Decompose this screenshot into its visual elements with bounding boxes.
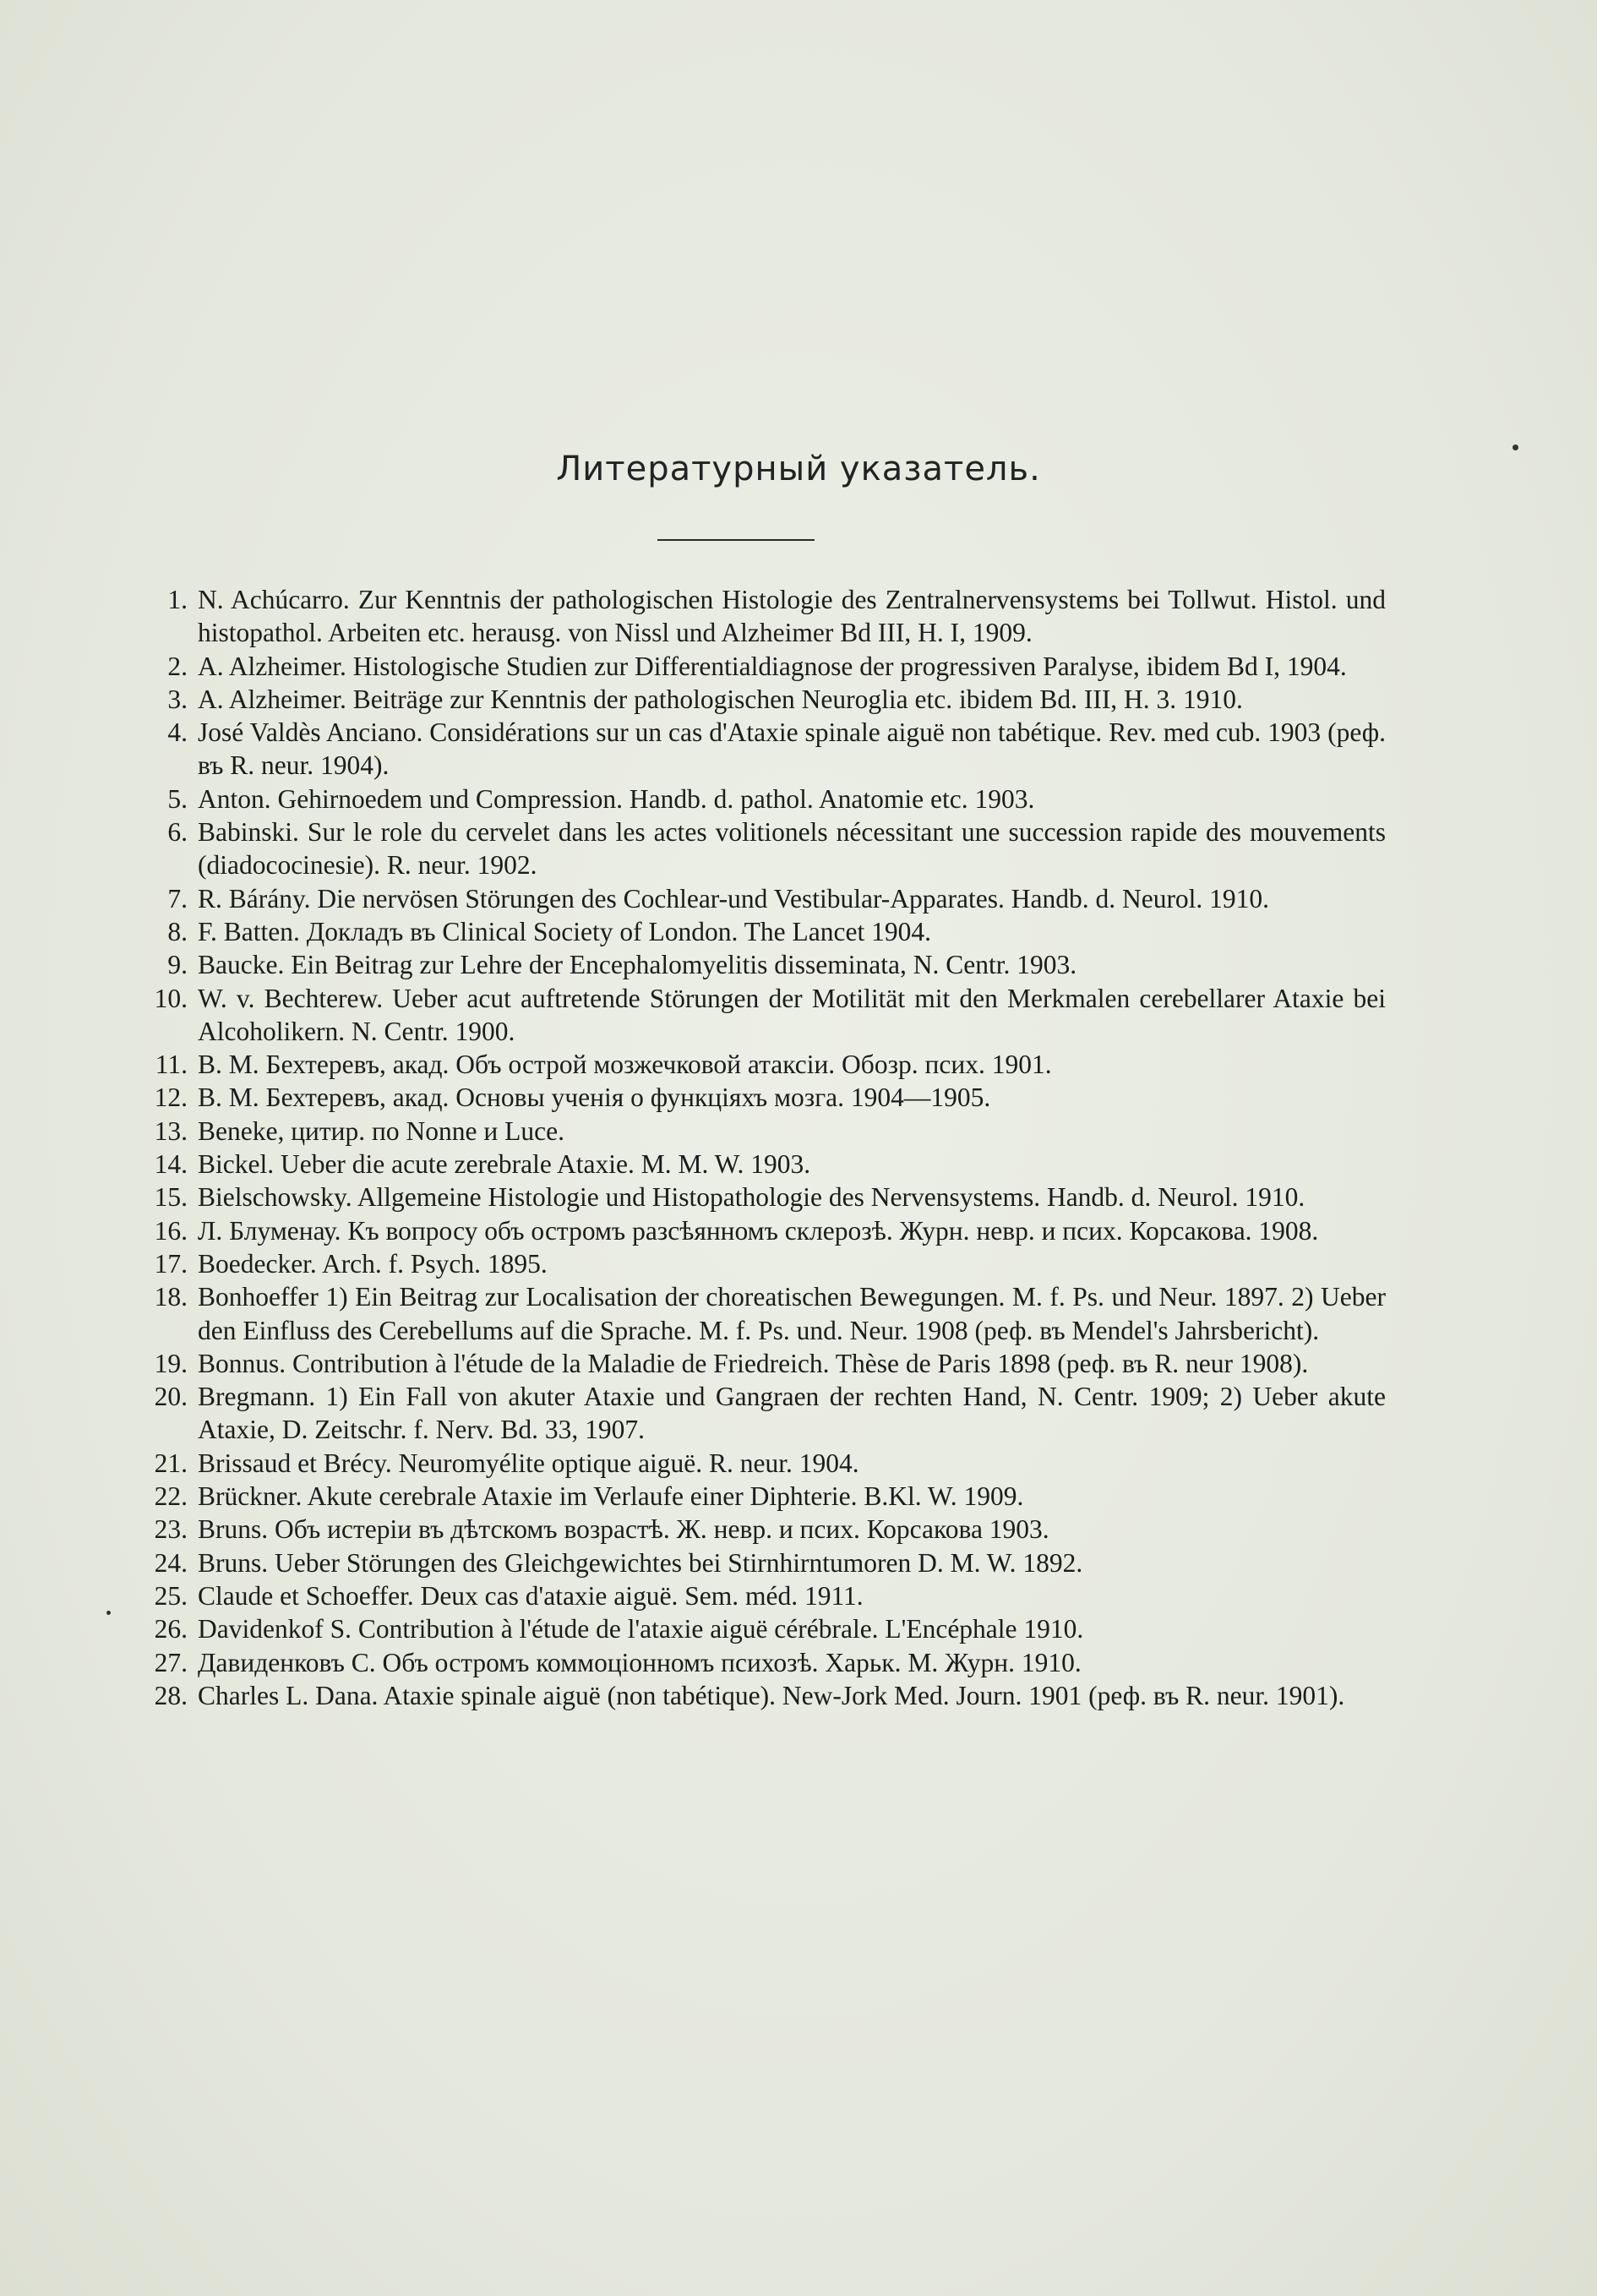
page-title: Литературный указатель. — [556, 450, 1041, 488]
reference-number: 9. — [167, 950, 188, 980]
reference-text: Bielschowsky. Allgemeine Histologie und Histopathologie des Nervensystems. Handb. d. Neurol. 1910. — [198, 1182, 1305, 1213]
reference-number: 14. — [154, 1149, 188, 1180]
reference-list — [127, 583, 1386, 1712]
reference-number: 26. — [154, 1614, 188, 1644]
reference-item — [127, 583, 1386, 650]
reference-item — [127, 1646, 1386, 1679]
reference-number: 15. — [154, 1182, 188, 1213]
reference-text: Brückner. Akute cerebrale Ataxie im Verlaufe einer Diphterie. B.Kl. W. 1909. — [198, 1481, 1024, 1512]
reference-number: 12. — [154, 1083, 188, 1113]
reference-item — [127, 1115, 1386, 1148]
reference-text: N. Achúcarro. Zur Kenntnis der pathologischen Histologie des Zentralnervensystems bei Tollwut. Histol. und histopathol. Arbeiten etc. herausg. von Nissl und Alzheimer Bd III, H. I, 1909. — [198, 585, 1386, 648]
reference-item — [127, 1513, 1386, 1546]
print-speck — [106, 1611, 111, 1615]
reference-text: W. v. Bechterew. Ueber acut auftretende Störungen der Motilität mit den Merkmalen cerebellarer Ataxie bei Alcoholikern. N. Centr. 1900. — [198, 983, 1386, 1046]
reference-number: 16. — [154, 1215, 188, 1246]
reference-item — [127, 1347, 1386, 1380]
reference-item — [127, 1247, 1386, 1280]
reference-text: В. М. Бехтеревъ, акад. Объ острой мозжечковой атаксіи. Обозр. псих. 1901. — [198, 1050, 1052, 1080]
reference-text: Charles L. Dana. Ataxie spinale aiguë (non tabétique). New-Jork Med. Journ. 1901 (реф. въ R. neur. 1901). — [198, 1680, 1345, 1710]
reference-item — [127, 716, 1386, 783]
reference-item — [127, 683, 1386, 716]
reference-item — [127, 815, 1386, 882]
reference-text: Claude et Schoeffer. Deux cas d'ataxie aiguë. Sem. méd. 1911. — [198, 1580, 864, 1611]
reference-number: 6. — [167, 817, 188, 848]
reference-text: Bruns. Объ истеріи въ дѣтскомъ возрастѣ. Ж. невр. и псих. Корсакова 1903. — [198, 1514, 1049, 1545]
reference-number: 17. — [154, 1248, 188, 1279]
reference-number: 8. — [167, 916, 188, 946]
reference-text: R. Bárány. Die nervösen Störungen des Cochlear-und Vestibular-Apparates. Handb. d. Neurol. 1910. — [198, 883, 1270, 913]
reference-item — [127, 1280, 1386, 1347]
reference-item — [127, 1480, 1386, 1513]
reference-text: Л. Блуменау. Къ вопросу объ остромъ разсѣянномъ склерозѣ. Журн. невр. и псих. Корсакова. 1908. — [198, 1215, 1319, 1246]
reference-item — [127, 948, 1386, 981]
print-speck — [1513, 444, 1518, 450]
reference-number: 13. — [154, 1115, 188, 1146]
reference-item — [127, 982, 1386, 1049]
reference-text: F. Batten. Докладъ въ Clinical Society of London. The Lancet 1904. — [198, 916, 931, 946]
reference-item — [127, 1447, 1386, 1480]
reference-item — [127, 1679, 1386, 1712]
reference-text: A. Alzheimer. Histologische Studien zur Differentialdiagnose der progressiven Paralyse, ibidem Bd I, 1904. — [198, 651, 1347, 681]
reference-number: 1. — [167, 585, 188, 614]
reference-item — [127, 1081, 1386, 1114]
reference-number: 27. — [154, 1647, 188, 1677]
reference-text: Anton. Gehirnoedem und Compression. Handb. d. pathol. Anatomie etc. 1903. — [198, 783, 1035, 814]
reference-number: 23. — [154, 1514, 188, 1545]
reference-text: Bregmann. 1) Ein Fall von akuter Ataxie und Gangraen der rechten Hand, N. Centr. 1909; 2) Ueber akute Ataxie, D. Zeitschr. f. Nerv. Bd. 33, 1907. — [198, 1382, 1386, 1445]
reference-number: 20. — [154, 1382, 188, 1412]
reference-item — [127, 783, 1386, 815]
reference-item — [127, 1380, 1386, 1447]
reference-number: 21. — [154, 1448, 188, 1478]
reference-item — [127, 1214, 1386, 1247]
reference-text: Bickel. Ueber die acute zerebrale Ataxie. M. M. W. 1903. — [198, 1149, 811, 1180]
reference-item — [127, 1148, 1386, 1181]
reference-item — [127, 915, 1386, 948]
reference-text: Davidenkof S. Contribution à l'étude de l'ataxie aiguë cérébrale. L'Encéphale 1910. — [198, 1614, 1084, 1644]
title-divider — [657, 539, 815, 541]
reference-text: Baucke. Ein Beitrag zur Lehre der Encephalomyelitis disseminata, N. Centr. 1903. — [198, 950, 1077, 980]
reference-number: 28. — [154, 1680, 188, 1710]
reference-text: Beneke, цитир. по Nonne и Luce. — [198, 1115, 564, 1146]
reference-number: 10. — [154, 983, 188, 1013]
reference-item — [127, 1612, 1386, 1645]
reference-number: 19. — [154, 1348, 188, 1378]
reference-number: 7. — [167, 883, 188, 913]
reference-text: Bonnus. Contribution à l'étude de la Maladie de Friedreich. Thèse de Paris 1898 (реф. въ R. neur 1908). — [198, 1348, 1309, 1378]
reference-text: Babinski. Sur le role du cervelet dans les actes volitionels nécessitant une succession rapide des mouvements (diadococinesie). R. neur. 1902. — [198, 817, 1386, 881]
reference-number: 2. — [167, 651, 188, 681]
reference-text: A. Alzheimer. Beiträge zur Kenntnis der pathologischen Neuroglia etc. ibidem Bd. III, H. 3. 1910. — [198, 684, 1243, 714]
reference-text: Boedecker. Arch. f. Psych. 1895. — [198, 1248, 548, 1279]
reference-number: 11. — [155, 1050, 188, 1080]
reference-number: 22. — [154, 1481, 188, 1512]
reference-number: 24. — [154, 1547, 188, 1578]
reference-text: José Valdès Anciano. Considérations sur un cas d'Ataxie spinale aiguë non tabétique. Rev. med cub. 1903 (реф. въ R. neur. 1904). — [198, 717, 1386, 781]
reference-text: Давиденковъ С. Объ остромъ коммоціонномъ психозѣ. Харьк. М. Журн. 1910. — [198, 1647, 1082, 1677]
reference-item — [127, 882, 1386, 915]
reference-number: 18. — [154, 1282, 188, 1312]
reference-number: 25. — [154, 1580, 188, 1611]
reference-text: Brissaud et Brécy. Neuromyélite optique aiguë. R. neur. 1904. — [198, 1448, 859, 1478]
reference-text: Bruns. Ueber Störungen des Gleichgewichtes bei Stirnhirntumoren D. M. W. 1892. — [198, 1547, 1083, 1578]
reference-item — [127, 1546, 1386, 1579]
reference-item — [127, 1048, 1386, 1081]
reference-number: 4. — [167, 717, 188, 748]
reference-item — [127, 1181, 1386, 1213]
reference-item — [127, 650, 1386, 683]
reference-number: 3. — [167, 684, 188, 714]
reference-text: В. М. Бехтеревъ, акад. Основы ученія о функціяхъ мозга. 1904—1905. — [198, 1083, 991, 1113]
reference-text: Bonhoeffer 1) Ein Beitrag zur Localisation der choreatischen Bewegungen. M. f. Ps. und Neur. 1897. 2) Ueber den Einfluss des Cerebellums auf die Sprache. M. f. Ps. und. Neur. 1908 (реф. въ Mendel's Jahrsbericht). — [198, 1282, 1386, 1345]
reference-number: 5. — [167, 783, 188, 814]
reference-item — [127, 1579, 1386, 1612]
